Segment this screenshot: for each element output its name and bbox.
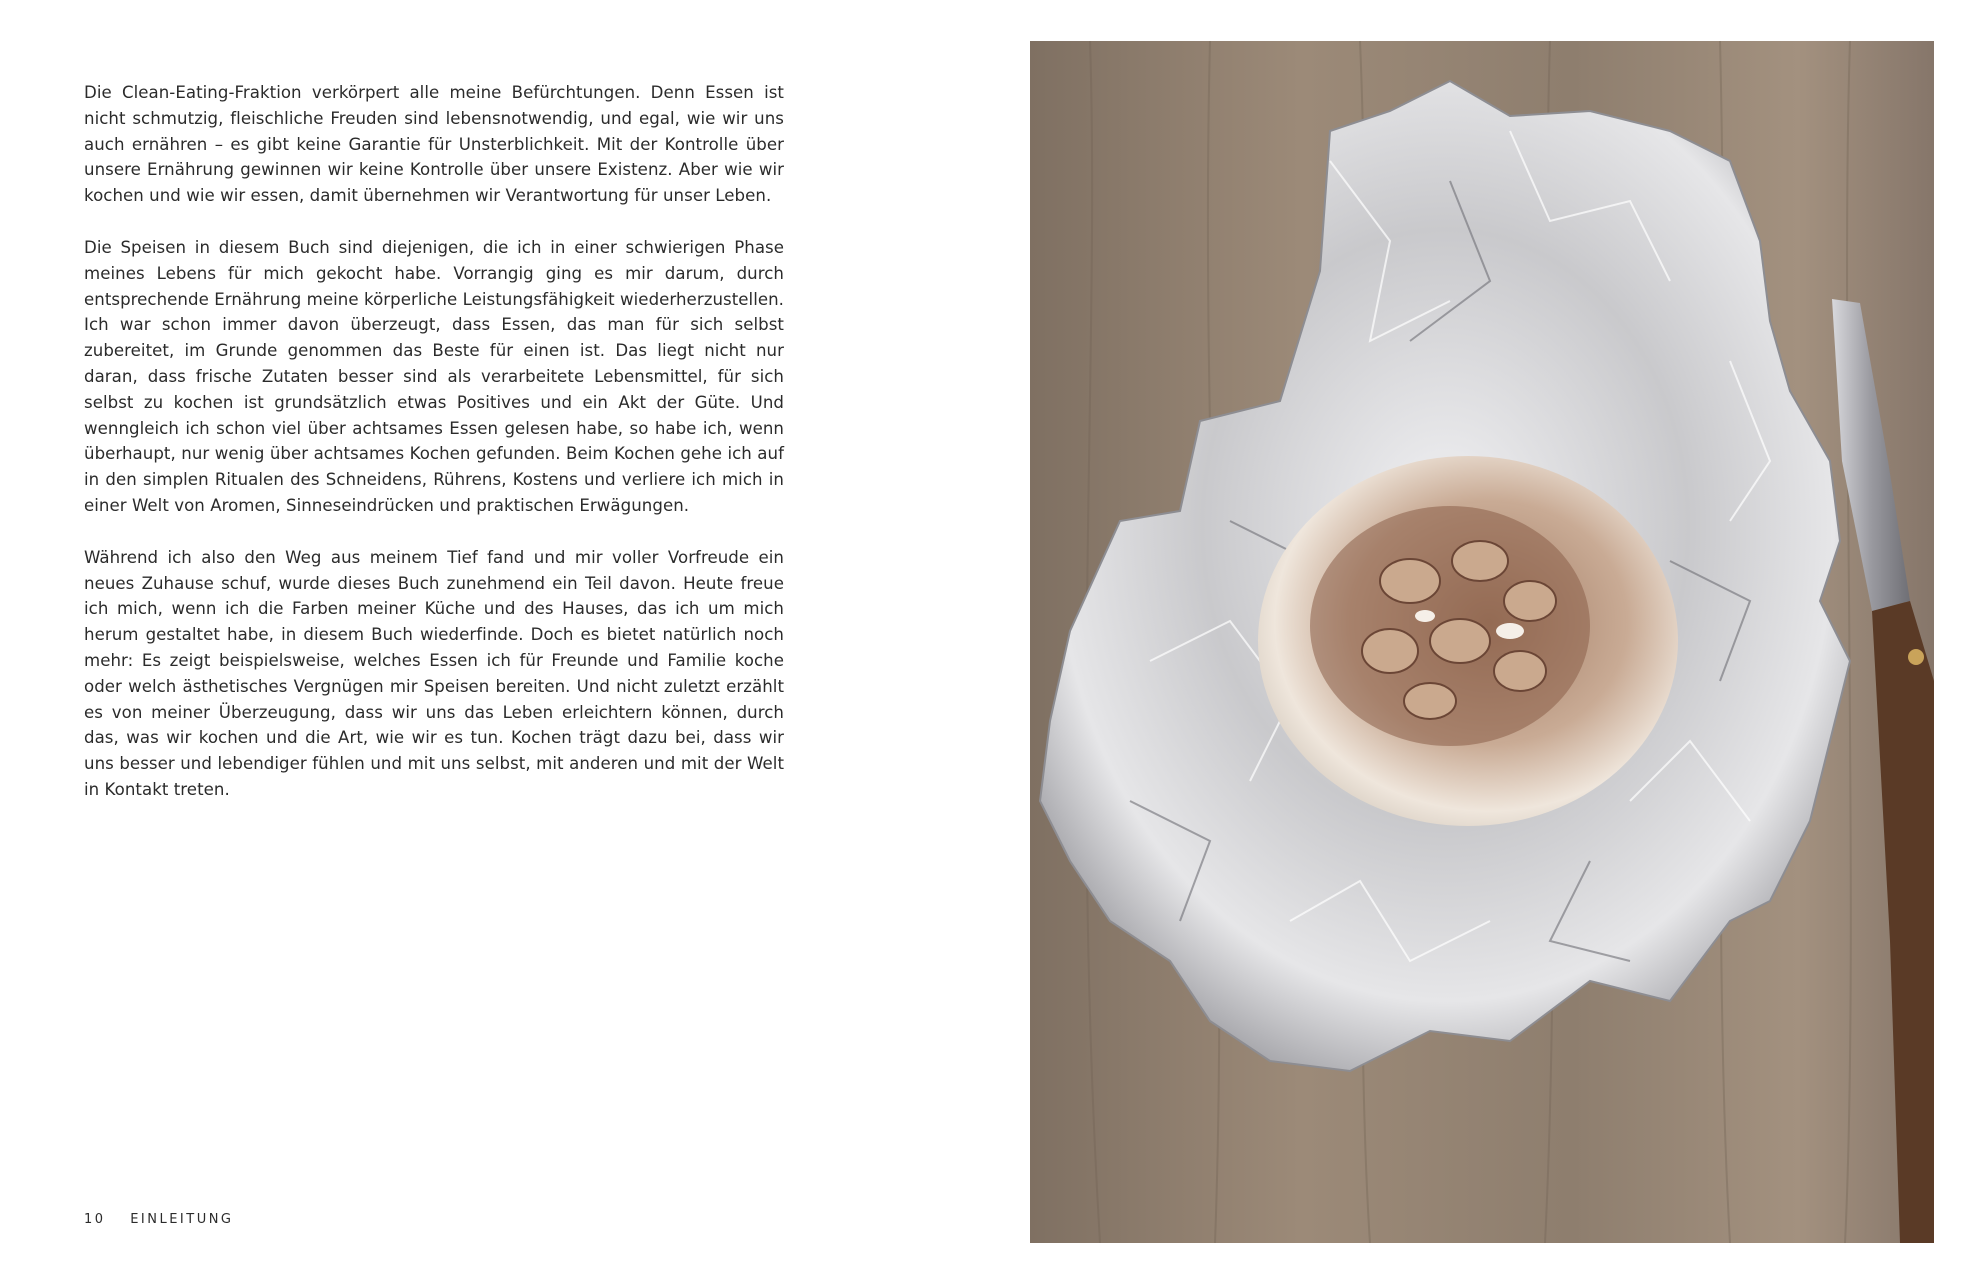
left-page [0,0,983,1280]
paragraph-3: Während ich also den Weg aus meinem Tief fand und mir voller Vorfreude ein neues Zuhause schuf, wurde dieses Buch zunehmend ein Teil davon. Heute freue ich mich, wenn ich die Farben meiner Küche und des Hauses, das ich um mich herum gestaltet habe, in diesem Buch wiederfinde. Doch es bietet natürlich noch mehr: Es zeigt beispielsweise, welches Essen ich für Freunde und Familie koche oder welch ästhetisches Vergnügen mir Speisen bereiten. Und nicht zuletzt erzählt es von meiner Überzeugung, dass wir uns das Leben erleichtern können, durch das, was wir kochen und die Art, wie wir es tun. Kochen trägt dazu bei, dass wir uns besser und lebendiger fühlen und mit uns selbst, mit anderen und mit der Welt in Kontakt treten. [84,547,784,799]
roasted-garlic-bulb [1258,456,1678,826]
section-title: EINLEITUNG [130,1212,234,1227]
page-footer [84,1212,234,1227]
paragraph-1: Die Clean-Eating-Fraktion verkörpert alle meine Befürchtungen. Denn Essen ist nicht schmutzig, fleischliche Freuden sind lebensnotwendig, und egal, wie wir uns auch ernähren – es gibt keine Garantie für Unsterblichkeit. Mit der Kontrolle über unsere Ernährung gewinnen wir keine Kontrolle über unsere Existenz. Aber wie wir kochen und wie wir essen, damit übernehmen wir Verantwortung für unser Leben. [84,83,784,206]
paragraph-2: Die Speisen in diesem Buch sind diejenigen, die ich in einer schwierigen Phase meines Lebens für mich gekocht habe. Vorrangig ging es mir darum, durch entsprechende Ernährung meine körperliche Leistungsfähigkeit wiederherzustellen. Ich war schon immer davon überzeugt, dass Essen, das man für sich selbst zubereitet, im Grunde genommen das Beste für einen ist. Das liegt nicht nur daran, dass frische Zutaten besser sind als verarbeitete Lebensmittel, für sich selbst zu kochen ist grundsätzlich etwas Positives und ein Akt der Güte. Und wenngleich ich schon viel über achtsames Essen gelesen habe, so habe ich, wenn überhaupt, nur wenig über achtsames Kochen gefunden. Beim Kochen gehe ich auf in den simplen Ritualen des Schneidens, Rührens, Kostens und verliere ich mich in einer Welt von Aromen, Sinneseindrücken und praktischen Erwägungen. [84,237,784,515]
roasted-garlic-photo [1030,41,1934,1243]
page-number: 10 [84,1212,106,1227]
body-text [84,80,784,829]
